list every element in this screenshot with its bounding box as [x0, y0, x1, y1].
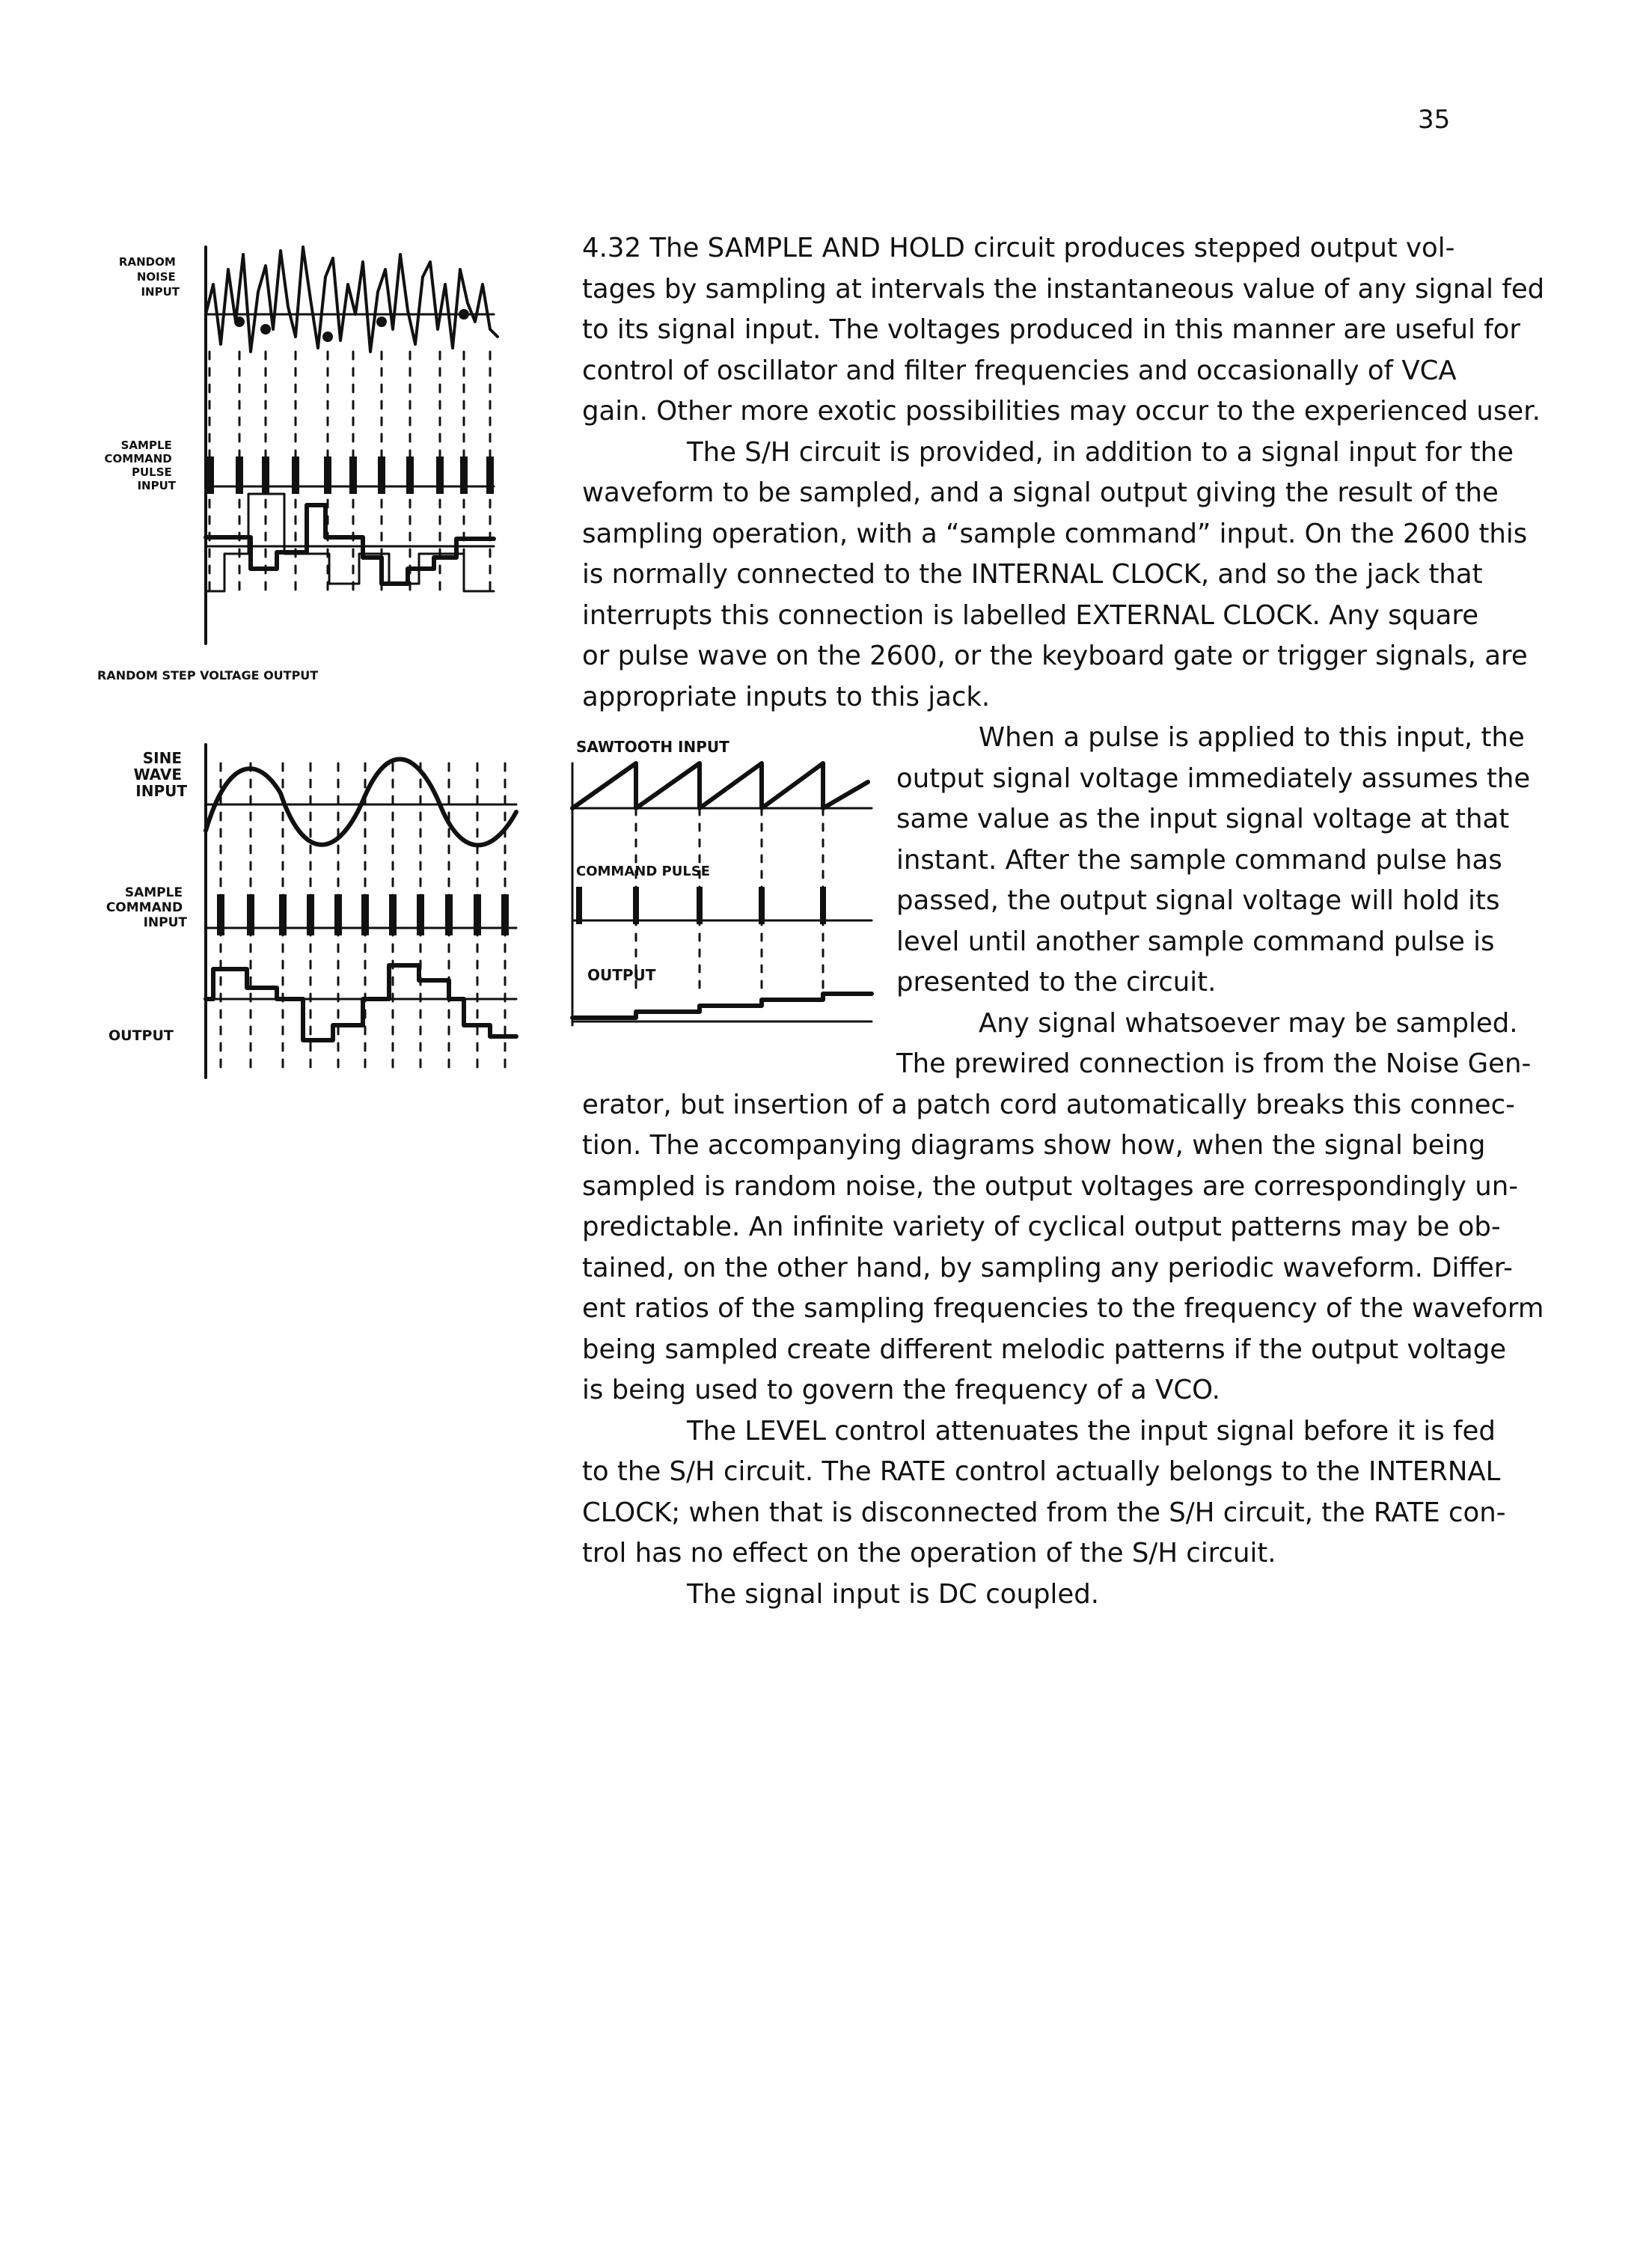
label-input: INPUT [141, 285, 180, 299]
text-line: erator, but insertion of a patch cord automatically breaks this connec- [582, 1089, 1515, 1120]
text-line: sampling operation, with a “sample command” input. On the 2600 this [582, 518, 1528, 549]
text-line: sampled is random noise, the output voltages are correspondingly un- [582, 1170, 1519, 1202]
label-command: COMMAND [104, 452, 172, 465]
text-line: or pulse wave on the 2600, or the keyboard gate or trigger signals, are [582, 641, 1528, 671]
label-sample: SAMPLE [120, 439, 172, 452]
body-text [582, 228, 1585, 1615]
text-line: The S/H circuit is provided, in addition to a signal input for the [687, 436, 1514, 468]
text-line: ent ratios of the sampling frequencies to the frequency of the waveform [582, 1293, 1544, 1324]
svg-text:SAMPLE COMMAND INPUT [106, 885, 188, 930]
svg-text:RANDOM NOISE INPUT [119, 255, 180, 299]
text-line: When a pulse is applied to this input, the [979, 722, 1525, 753]
text-line: appropriate inputs to this jack. [582, 681, 991, 712]
label-sawtooth: SAWTOOTH INPUT [576, 738, 729, 756]
label-output-3: OUTPUT [587, 966, 656, 984]
page-number: 35 [1418, 105, 1451, 135]
text-line: being sampled create different melodic patterns if the output voltage [582, 1334, 1507, 1365]
text-line: The prewired connection is from the Noise Gen- [896, 1048, 1532, 1079]
text-line: to its signal input. The voltages produced in this manner are useful for [582, 314, 1520, 345]
svg-text:SAMPLE COMMAND PULSE [105, 439, 177, 492]
text-line: to the S/H circuit. The RATE control actually belongs to the INTERNAL [582, 1456, 1501, 1487]
text-line: gain. Other more exotic possibilities may occur to the experienced user. [582, 396, 1541, 427]
text-line: tion. The accompanying diagrams show how, when the signal being [582, 1130, 1486, 1161]
text-line: CLOCK; when that is disconnected from the S/H circuit, the RATE con- [582, 1497, 1506, 1528]
text-line: The LEVEL control attenuates the input signal before it is fed [687, 1415, 1496, 1447]
text-line: output signal voltage immediately assumes the [896, 763, 1531, 794]
random-step-caption: RANDOM STEP VOLTAGE OUTPUT [97, 668, 319, 682]
text-line: waveform to be sampled, and a signal output giving the result of the [582, 477, 1499, 508]
text-line: is being used to govern the frequency of a VCO. [582, 1375, 1220, 1405]
text-line: predictable. An infinite variety of cyclical output patterns may be ob- [582, 1212, 1501, 1242]
svg-text:SINE WAVE INPUT [134, 749, 188, 800]
text-line: control of oscillator and filter frequencies and occasionally of VCA [582, 355, 1457, 386]
text-line: passed, the output signal voltage will hold its [896, 885, 1500, 916]
text-line: same value as the input signal voltage at that [896, 804, 1510, 834]
text-line: is normally connected to the INTERNAL CLOCK, and so the jack that [582, 559, 1483, 590]
text-line: 4.32 The SAMPLE AND HOLD circuit produces stepped output vol- [582, 233, 1455, 263]
text-line: trol has no effect on the operation of the S/H circuit. [582, 1538, 1276, 1569]
sine-wave-diagram [75, 741, 539, 1085]
text-line: tages by sampling at intervals the instantaneous value of any signal fed [582, 273, 1545, 305]
label-noise: NOISE [136, 270, 176, 284]
random-noise-diagram [75, 239, 539, 703]
text-line: Any signal whatsoever may be sampled. [979, 1007, 1518, 1039]
text-line: The signal input is DC coupled. [687, 1578, 1100, 1610]
label-command-2: COMMAND [105, 900, 183, 915]
label-random: RANDOM [118, 255, 176, 269]
text-line: interrupts this connection is labelled EXTERNAL CLOCK. Any square [582, 599, 1479, 631]
label-input-2: INPUT [143, 915, 187, 930]
text-line: presented to the circuit. [896, 967, 1217, 998]
label-sine-input: INPUT [135, 782, 187, 800]
label-command-pulse: COMMAND PULSE [576, 864, 711, 879]
text-line: level until another sample command pulse is [896, 926, 1495, 957]
label-pulse: PULSE [131, 465, 172, 479]
text-line: instant. After the sample command pulse has [896, 844, 1502, 876]
label-sample-2: SAMPLE [124, 885, 183, 900]
label-sine: SINE [142, 749, 183, 767]
label-output-2: OUTPUT [108, 1027, 174, 1044]
label-wave: WAVE [133, 766, 183, 784]
text-line: tained, on the other hand, by sampling any periodic waveform. Differ- [582, 1252, 1513, 1283]
label-pulse-input: INPUT [137, 479, 176, 492]
